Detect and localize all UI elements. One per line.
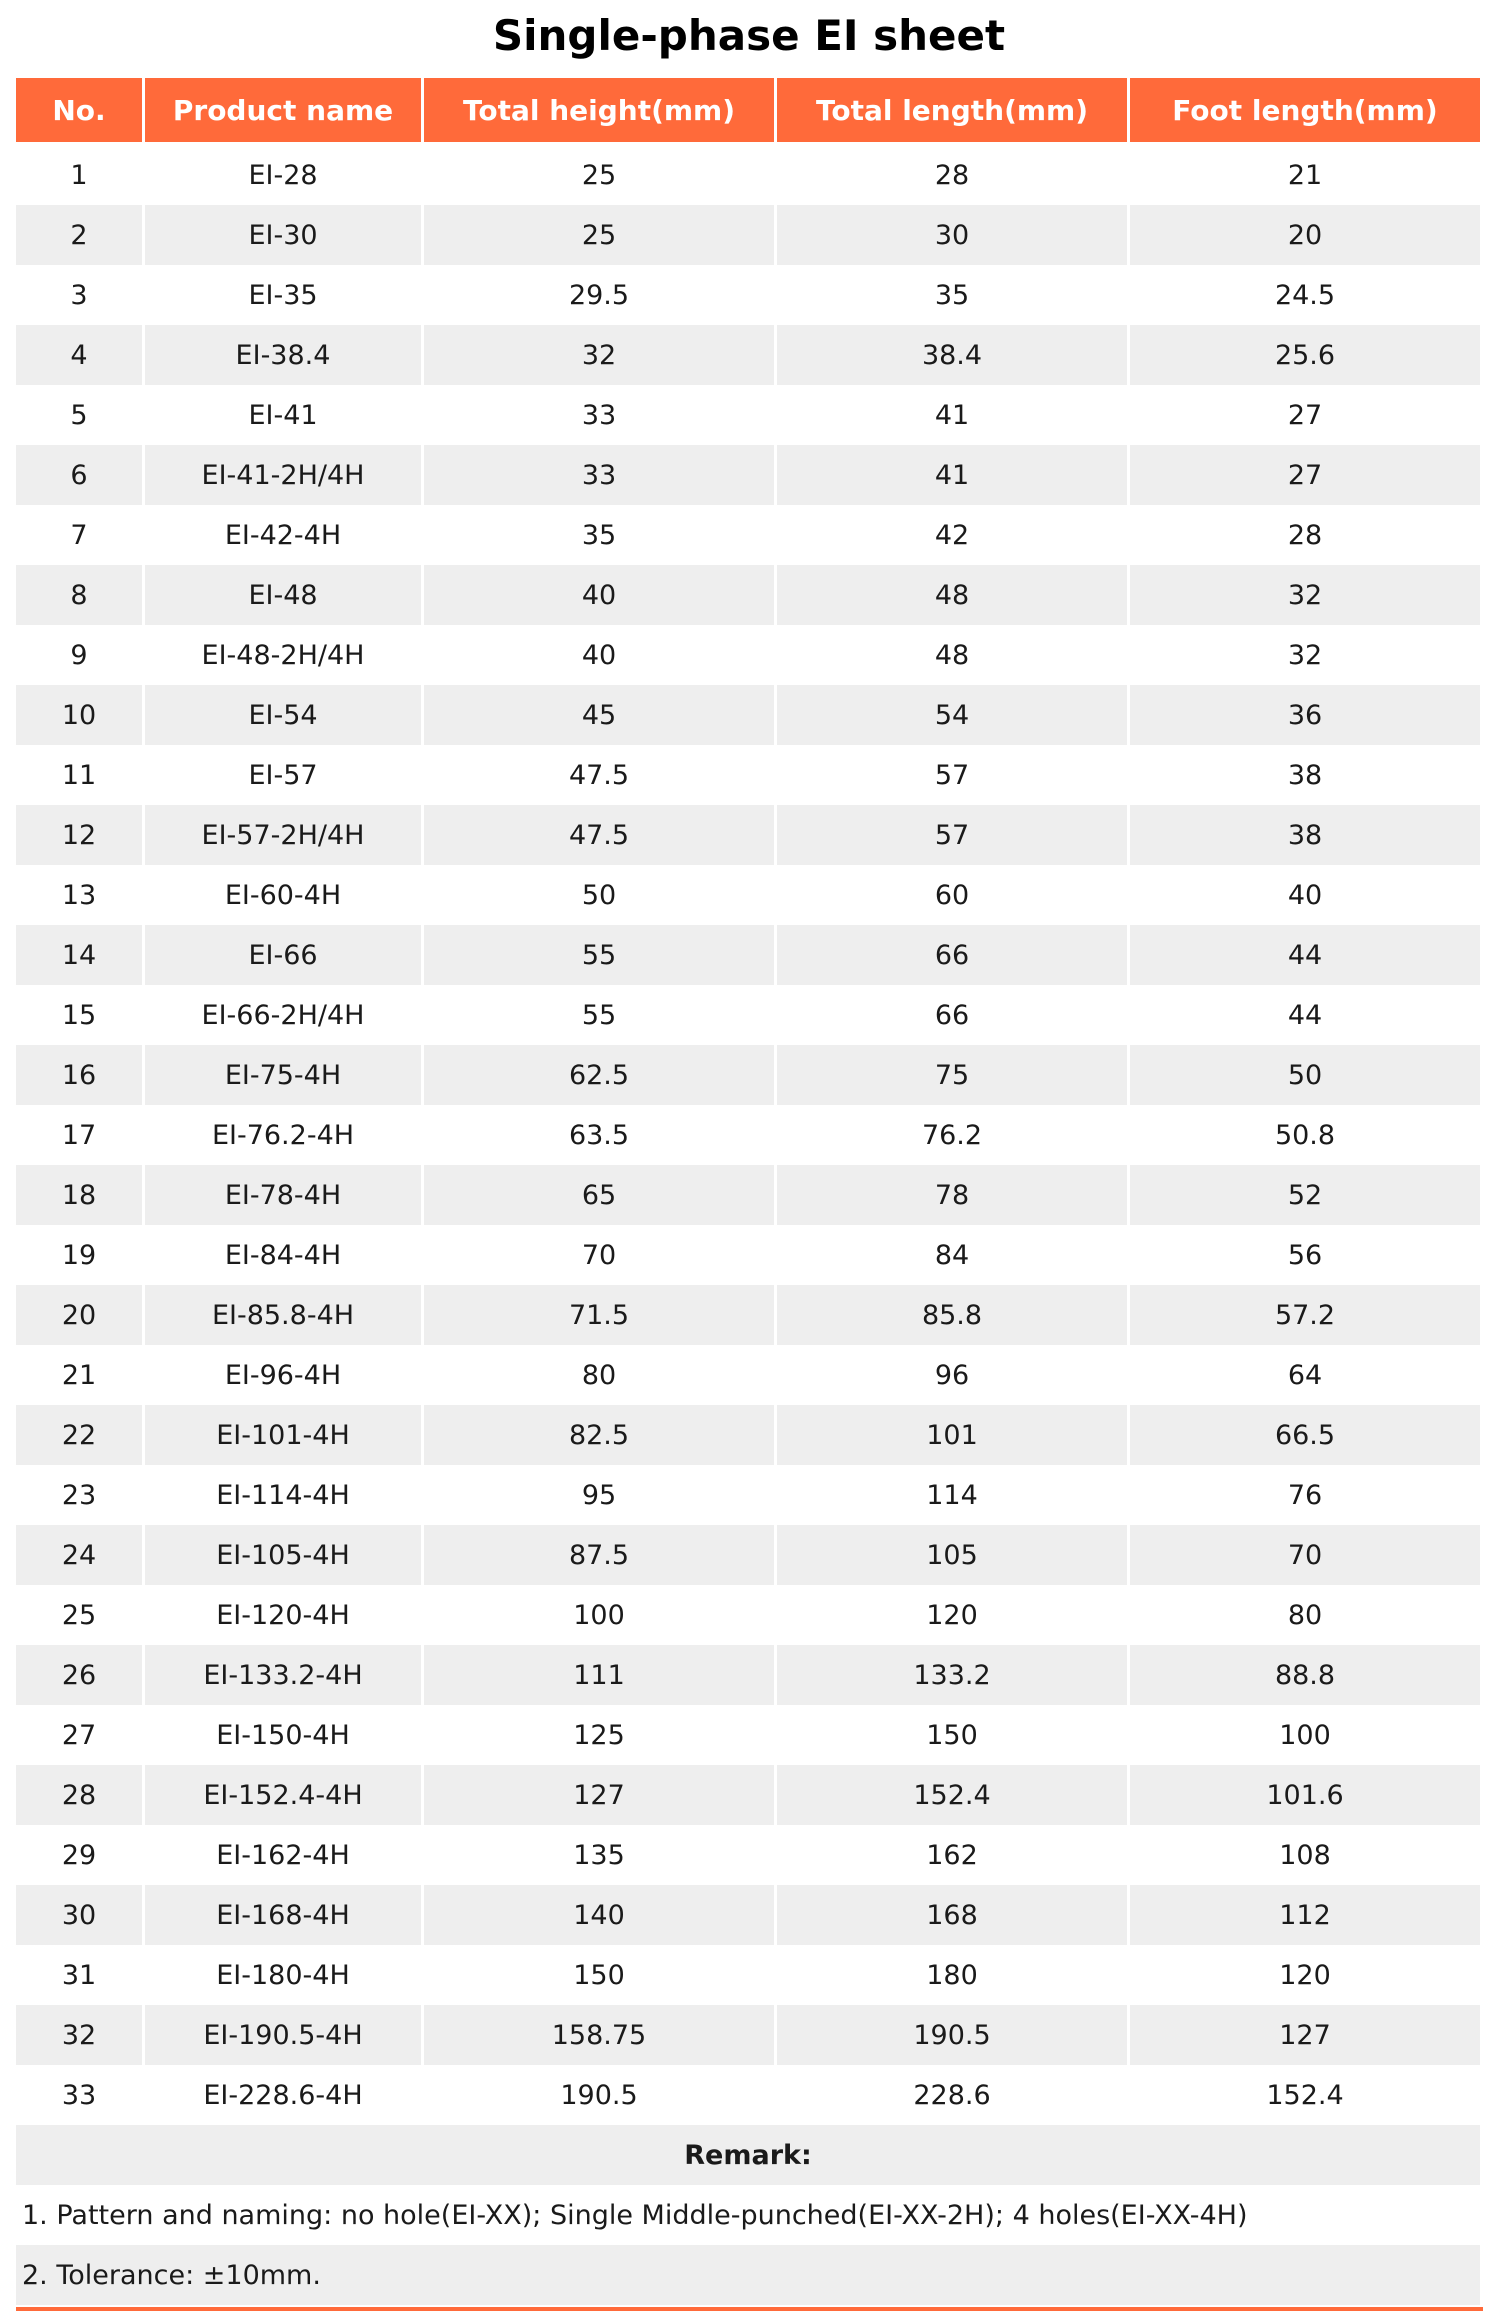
cell-product-name: EI-30 xyxy=(145,205,421,265)
cell-no: 25 xyxy=(16,1585,142,1645)
cell-foot-length: 57.2 xyxy=(1130,1285,1480,1345)
cell-total-length: 150 xyxy=(777,1705,1127,1765)
cell-total-height: 125 xyxy=(424,1705,774,1765)
cell-product-name: EI-48 xyxy=(145,565,421,625)
table-row xyxy=(16,145,1480,205)
table-row xyxy=(16,1285,1480,1345)
header-total-length: Total length(mm) xyxy=(777,78,1127,145)
cell-total-height: 100 xyxy=(424,1585,774,1645)
cell-no: 32 xyxy=(16,2005,142,2065)
cell-total-height: 71.5 xyxy=(424,1285,774,1345)
cell-foot-length: 32 xyxy=(1130,625,1480,685)
cell-total-height: 127 xyxy=(424,1765,774,1825)
cell-no: 16 xyxy=(16,1045,142,1105)
cell-total-height: 45 xyxy=(424,685,774,745)
cell-foot-length: 70 xyxy=(1130,1525,1480,1585)
table-row xyxy=(16,1645,1480,1705)
cell-total-height: 65 xyxy=(424,1165,774,1225)
cell-total-length: 162 xyxy=(777,1825,1127,1885)
cell-total-height: 140 xyxy=(424,1885,774,1945)
cell-foot-length: 112 xyxy=(1130,1885,1480,1945)
cell-foot-length: 40 xyxy=(1130,865,1480,925)
cell-foot-length: 64 xyxy=(1130,1345,1480,1405)
cell-no: 19 xyxy=(16,1225,142,1285)
cell-no: 22 xyxy=(16,1405,142,1465)
cell-foot-length: 50 xyxy=(1130,1045,1480,1105)
cell-product-name: EI-54 xyxy=(145,685,421,745)
table-row xyxy=(16,865,1480,925)
cell-no: 28 xyxy=(16,1765,142,1825)
cell-no: 31 xyxy=(16,1945,142,2005)
cell-no: 18 xyxy=(16,1165,142,1225)
cell-no: 1 xyxy=(16,145,142,205)
cell-product-name: EI-162-4H xyxy=(145,1825,421,1885)
cell-foot-length: 101.6 xyxy=(1130,1765,1480,1825)
table-row xyxy=(16,925,1480,985)
cell-product-name: EI-133.2-4H xyxy=(145,1645,421,1705)
cell-product-name: EI-42-4H xyxy=(145,505,421,565)
cell-foot-length: 50.8 xyxy=(1130,1105,1480,1165)
cell-foot-length: 152.4 xyxy=(1130,2065,1480,2125)
cell-product-name: EI-101-4H xyxy=(145,1405,421,1465)
cell-product-name: EI-66-2H/4H xyxy=(145,985,421,1045)
table-row xyxy=(16,1705,1480,1765)
cell-total-length: 42 xyxy=(777,505,1127,565)
cell-product-name: EI-75-4H xyxy=(145,1045,421,1105)
cell-no: 14 xyxy=(16,925,142,985)
cell-product-name: EI-60-4H xyxy=(145,865,421,925)
cell-no: 11 xyxy=(16,745,142,805)
cell-foot-length: 44 xyxy=(1130,925,1480,985)
cell-no: 17 xyxy=(16,1105,142,1165)
table-row xyxy=(16,1885,1480,1945)
cell-foot-length: 127 xyxy=(1130,2005,1480,2065)
cell-no: 10 xyxy=(16,685,142,745)
cell-total-height: 95 xyxy=(424,1465,774,1525)
cell-foot-length: 25.6 xyxy=(1130,325,1480,385)
table-row xyxy=(16,505,1480,565)
cell-no: 9 xyxy=(16,625,142,685)
cell-total-length: 84 xyxy=(777,1225,1127,1285)
cell-product-name: EI-114-4H xyxy=(145,1465,421,1525)
bottom-rule xyxy=(16,2307,1483,2311)
cell-total-length: 105 xyxy=(777,1525,1127,1585)
cell-product-name: EI-76.2-4H xyxy=(145,1105,421,1165)
remark-line-row xyxy=(16,2245,1480,2305)
table-row xyxy=(16,565,1480,625)
cell-total-length: 133.2 xyxy=(777,1645,1127,1705)
cell-product-name: EI-57 xyxy=(145,745,421,805)
table-row xyxy=(16,1105,1480,1165)
table-body xyxy=(16,145,1480,2125)
cell-foot-length: 24.5 xyxy=(1130,265,1480,325)
cell-total-height: 158.75 xyxy=(424,2005,774,2065)
cell-total-height: 62.5 xyxy=(424,1045,774,1105)
cell-total-height: 29.5 xyxy=(424,265,774,325)
cell-product-name: EI-38.4 xyxy=(145,325,421,385)
table-row xyxy=(16,1525,1480,1585)
cell-total-height: 25 xyxy=(424,145,774,205)
remark-section xyxy=(16,2125,1480,2305)
cell-no: 15 xyxy=(16,985,142,1045)
table-row xyxy=(16,1585,1480,1645)
cell-foot-length: 38 xyxy=(1130,805,1480,865)
cell-total-length: 85.8 xyxy=(777,1285,1127,1345)
cell-product-name: EI-190.5-4H xyxy=(145,2005,421,2065)
cell-total-length: 57 xyxy=(777,745,1127,805)
cell-total-length: 78 xyxy=(777,1165,1127,1225)
cell-product-name: EI-150-4H xyxy=(145,1705,421,1765)
cell-product-name: EI-180-4H xyxy=(145,1945,421,2005)
cell-product-name: EI-85.8-4H xyxy=(145,1285,421,1345)
table-row xyxy=(16,1225,1480,1285)
table-row xyxy=(16,685,1480,745)
cell-total-height: 135 xyxy=(424,1825,774,1885)
cell-product-name: EI-228.6-4H xyxy=(145,2065,421,2125)
cell-total-length: 30 xyxy=(777,205,1127,265)
cell-total-length: 228.6 xyxy=(777,2065,1127,2125)
cell-total-length: 48 xyxy=(777,565,1127,625)
cell-product-name: EI-35 xyxy=(145,265,421,325)
table-row xyxy=(16,265,1480,325)
cell-total-length: 54 xyxy=(777,685,1127,745)
cell-product-name: EI-168-4H xyxy=(145,1885,421,1945)
cell-total-length: 35 xyxy=(777,265,1127,325)
cell-foot-length: 88.8 xyxy=(1130,1645,1480,1705)
cell-no: 33 xyxy=(16,2065,142,2125)
cell-total-height: 55 xyxy=(424,985,774,1045)
cell-foot-length: 56 xyxy=(1130,1225,1480,1285)
cell-no: 23 xyxy=(16,1465,142,1525)
remark-line-2: 2. Tolerance: ±10mm. xyxy=(16,2245,1480,2305)
cell-total-height: 40 xyxy=(424,565,774,625)
cell-foot-length: 120 xyxy=(1130,1945,1480,2005)
cell-total-length: 168 xyxy=(777,1885,1127,1945)
cell-total-height: 111 xyxy=(424,1645,774,1705)
cell-product-name: EI-66 xyxy=(145,925,421,985)
cell-product-name: EI-41 xyxy=(145,385,421,445)
cell-foot-length: 20 xyxy=(1130,205,1480,265)
cell-no: 26 xyxy=(16,1645,142,1705)
sheet-title: Single-phase EI sheet xyxy=(492,11,1006,60)
table-row xyxy=(16,625,1480,685)
cell-total-height: 40 xyxy=(424,625,774,685)
ei-spec-table xyxy=(13,78,1483,2305)
cell-product-name: EI-120-4H xyxy=(145,1585,421,1645)
cell-total-length: 28 xyxy=(777,145,1127,205)
cell-total-length: 41 xyxy=(777,385,1127,445)
header-product-name: Product name xyxy=(145,78,421,145)
cell-total-height: 47.5 xyxy=(424,745,774,805)
cell-no: 27 xyxy=(16,1705,142,1765)
cell-no: 5 xyxy=(16,385,142,445)
cell-no: 7 xyxy=(16,505,142,565)
table-row xyxy=(16,1345,1480,1405)
cell-foot-length: 44 xyxy=(1130,985,1480,1045)
cell-no: 21 xyxy=(16,1345,142,1405)
cell-total-length: 76.2 xyxy=(777,1105,1127,1165)
cell-no: 12 xyxy=(16,805,142,865)
cell-total-length: 38.4 xyxy=(777,325,1127,385)
cell-total-height: 25 xyxy=(424,205,774,265)
cell-no: 3 xyxy=(16,265,142,325)
cell-total-length: 152.4 xyxy=(777,1765,1127,1825)
cell-product-name: EI-57-2H/4H xyxy=(145,805,421,865)
cell-total-length: 114 xyxy=(777,1465,1127,1525)
cell-total-length: 190.5 xyxy=(777,2005,1127,2065)
cell-foot-length: 28 xyxy=(1130,505,1480,565)
cell-total-height: 55 xyxy=(424,925,774,985)
header-total-height: Total height(mm) xyxy=(424,78,774,145)
remark-title-row xyxy=(16,2125,1480,2185)
cell-no: 8 xyxy=(16,565,142,625)
cell-foot-length: 32 xyxy=(1130,565,1480,625)
cell-foot-length: 100 xyxy=(1130,1705,1480,1765)
cell-no: 13 xyxy=(16,865,142,925)
cell-total-length: 66 xyxy=(777,985,1127,1045)
cell-total-height: 80 xyxy=(424,1345,774,1405)
table-row xyxy=(16,2065,1480,2125)
table-row xyxy=(16,385,1480,445)
cell-foot-length: 108 xyxy=(1130,1825,1480,1885)
cell-total-height: 35 xyxy=(424,505,774,565)
cell-no: 20 xyxy=(16,1285,142,1345)
cell-product-name: EI-84-4H xyxy=(145,1225,421,1285)
cell-foot-length: 27 xyxy=(1130,385,1480,445)
table-row xyxy=(16,2005,1480,2065)
cell-total-length: 66 xyxy=(777,925,1127,985)
cell-total-length: 48 xyxy=(777,625,1127,685)
cell-product-name: EI-96-4H xyxy=(145,1345,421,1405)
cell-total-height: 70 xyxy=(424,1225,774,1285)
cell-total-height: 32 xyxy=(424,325,774,385)
cell-no: 2 xyxy=(16,205,142,265)
table-row xyxy=(16,1765,1480,1825)
table-row xyxy=(16,985,1480,1045)
table-row xyxy=(16,1945,1480,2005)
cell-total-height: 50 xyxy=(424,865,774,925)
cell-total-length: 101 xyxy=(777,1405,1127,1465)
table-row xyxy=(16,1465,1480,1525)
cell-total-height: 47.5 xyxy=(424,805,774,865)
table-header-row xyxy=(16,78,1480,145)
cell-foot-length: 52 xyxy=(1130,1165,1480,1225)
table-row xyxy=(16,1405,1480,1465)
cell-total-length: 75 xyxy=(777,1045,1127,1105)
cell-total-length: 96 xyxy=(777,1345,1127,1405)
table-row xyxy=(16,325,1480,385)
cell-product-name: EI-28 xyxy=(145,145,421,205)
cell-foot-length: 21 xyxy=(1130,145,1480,205)
cell-total-length: 57 xyxy=(777,805,1127,865)
cell-total-length: 41 xyxy=(777,445,1127,505)
cell-total-height: 33 xyxy=(424,445,774,505)
cell-total-height: 33 xyxy=(424,385,774,445)
cell-product-name: EI-152.4-4H xyxy=(145,1765,421,1825)
table-row xyxy=(16,1045,1480,1105)
header-no: No. xyxy=(16,78,142,145)
cell-no: 24 xyxy=(16,1525,142,1585)
header-foot-length: Foot length(mm) xyxy=(1130,78,1480,145)
table-row xyxy=(16,205,1480,265)
remark-line-1: 1. Pattern and naming: no hole(EI-XX); Single Middle-punched(EI-XX-2H); 4 holes(EI-XX-4H) xyxy=(16,2185,1480,2245)
table-row xyxy=(16,1165,1480,1225)
cell-total-length: 180 xyxy=(777,1945,1127,2005)
cell-total-height: 190.5 xyxy=(424,2065,774,2125)
cell-total-length: 60 xyxy=(777,865,1127,925)
cell-foot-length: 76 xyxy=(1130,1465,1480,1525)
cell-product-name: EI-105-4H xyxy=(145,1525,421,1585)
cell-product-name: EI-48-2H/4H xyxy=(145,625,421,685)
cell-total-height: 87.5 xyxy=(424,1525,774,1585)
cell-total-height: 150 xyxy=(424,1945,774,2005)
remark-line-row xyxy=(16,2185,1480,2245)
cell-no: 29 xyxy=(16,1825,142,1885)
cell-no: 30 xyxy=(16,1885,142,1945)
cell-foot-length: 66.5 xyxy=(1130,1405,1480,1465)
cell-no: 6 xyxy=(16,445,142,505)
table-row xyxy=(16,445,1480,505)
table-row xyxy=(16,1825,1480,1885)
cell-product-name: EI-41-2H/4H xyxy=(145,445,421,505)
cell-product-name: EI-78-4H xyxy=(145,1165,421,1225)
table-row xyxy=(16,805,1480,865)
cell-foot-length: 27 xyxy=(1130,445,1480,505)
table-row xyxy=(16,745,1480,805)
remark-title: Remark: xyxy=(16,2125,1480,2185)
cell-foot-length: 36 xyxy=(1130,685,1480,745)
cell-total-length: 120 xyxy=(777,1585,1127,1645)
cell-foot-length: 38 xyxy=(1130,745,1480,805)
cell-no: 4 xyxy=(16,325,142,385)
cell-total-height: 82.5 xyxy=(424,1405,774,1465)
cell-total-height: 63.5 xyxy=(424,1105,774,1165)
cell-foot-length: 80 xyxy=(1130,1585,1480,1645)
